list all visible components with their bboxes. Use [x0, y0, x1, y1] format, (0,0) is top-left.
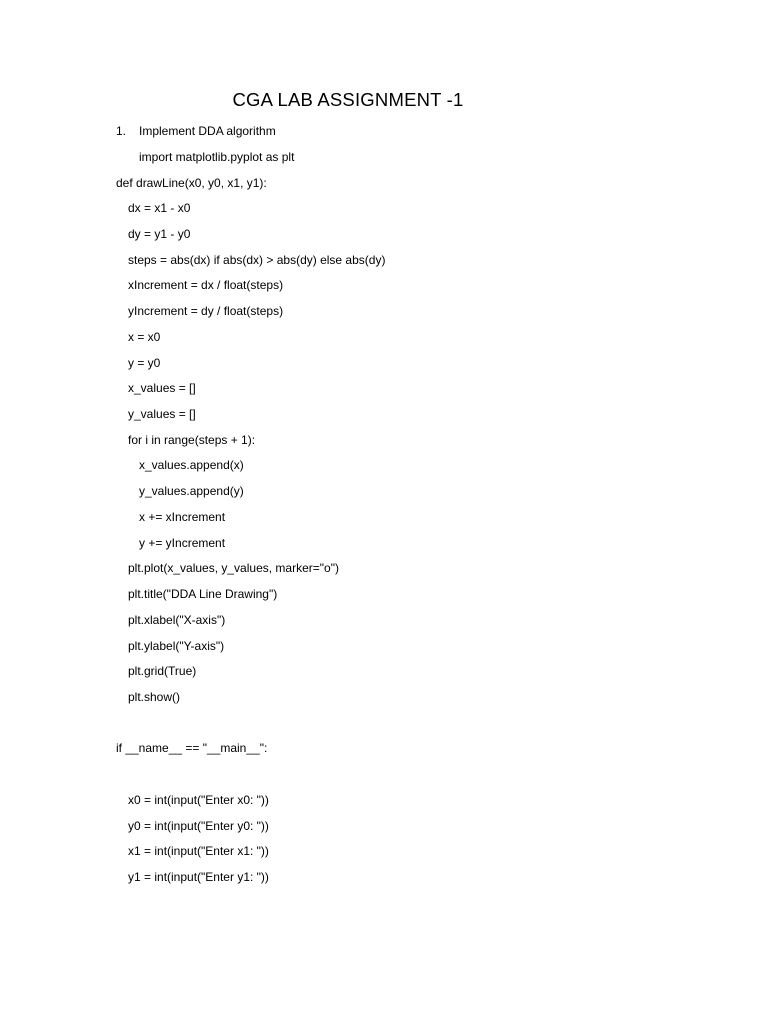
code-line: import matplotlib.pyplot as plt — [139, 150, 295, 164]
code-line: y_values.append(y) — [139, 484, 244, 498]
code-line: plt.title("DDA Line Drawing") — [128, 587, 278, 601]
code-line: x1 = int(input("Enter x1: ")) — [128, 844, 269, 858]
list-item-text: Implement DDA algorithm — [139, 124, 276, 138]
code-line: x = x0 — [128, 330, 161, 344]
code-line: y_values = [] — [128, 407, 196, 421]
code-line: dy = y1 - y0 — [128, 227, 191, 241]
code-line: plt.ylabel("Y-axis") — [128, 639, 225, 653]
code-line: dx = x1 - x0 — [128, 201, 191, 215]
code-line: x_values.append(x) — [139, 458, 244, 472]
code-line: steps = abs(dx) if abs(dx) > abs(dy) else abs(dy) — [128, 253, 386, 267]
code-line: y0 = int(input("Enter y0: ")) — [128, 819, 269, 833]
code-line: plt.xlabel("X-axis") — [128, 613, 226, 627]
list-item-number: 1. — [116, 124, 127, 138]
code-line: for i in range(steps + 1): — [128, 433, 256, 447]
code-line: yIncrement = dy / float(steps) — [128, 304, 284, 318]
code-line: def drawLine(x0, y0, x1, y1): — [116, 176, 267, 190]
code-line: y = y0 — [128, 356, 161, 370]
code-line: y1 = int(input("Enter y1: ")) — [128, 870, 269, 884]
code-line: x_values = [] — [128, 381, 196, 395]
code-line: plt.plot(x_values, y_values, marker="o") — [128, 561, 339, 575]
code-line: plt.grid(True) — [128, 664, 197, 678]
code-line: x += xIncrement — [139, 510, 226, 524]
document-title: CGA LAB ASSIGNMENT -1 — [232, 89, 464, 110]
code-line: xIncrement = dx / float(steps) — [128, 278, 284, 292]
code-line: y += yIncrement — [139, 536, 226, 550]
code-line: if __name__ == "__main__": — [116, 741, 268, 755]
code-line: plt.show() — [128, 690, 181, 704]
code-line: x0 = int(input("Enter x0: ")) — [128, 793, 269, 807]
